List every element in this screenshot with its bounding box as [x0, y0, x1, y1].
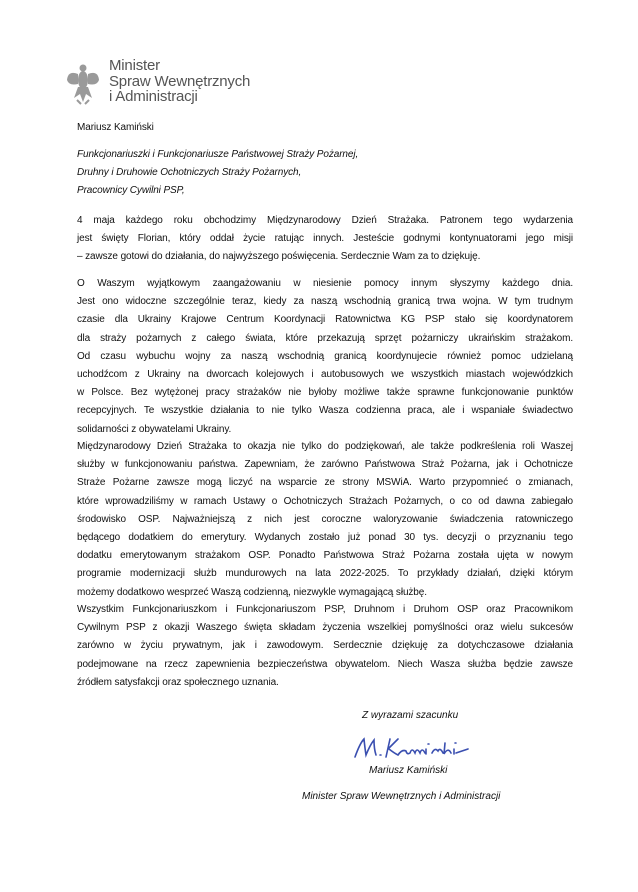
- paragraph-line: Jest ono widoczne szczególnie teraz, kiedy za naszą wschodnią granicą trwa wojna. W tym trudnym: [77, 296, 573, 308]
- letterhead-line: Spraw Wewnętrznych: [109, 72, 251, 90]
- paragraph-line: zarówno w życiu prywatnym, jak i zawodowym. Serdecznie dziękuję za dotychczasowe działania: [77, 640, 573, 652]
- letterhead-line: Minister: [109, 57, 160, 74]
- letterhead-line: i Administracji: [109, 88, 198, 105]
- paragraph-line: które wprowadziliśmy w ramach Ustawy o Ochotniczych Strażach Pożarnych, o co od dawna zabiegało: [77, 495, 573, 507]
- paragraph-line: w Polsce. Bez wytężonej pracy strażaków nie byłoby możliwe także sprawne funkcjonowanie punktów: [77, 387, 573, 399]
- paragraph-line: Od czasu wybuchu wojny za naszą wschodnią granicą koordynujecie również pomoc udzielaną: [77, 350, 573, 362]
- letterhead: [66, 58, 250, 106]
- paragraph-3: [77, 438, 573, 602]
- handwritten-signature: [352, 735, 477, 761]
- paragraph-line: czasie dla Ukrainy Krajowe Centrum Koordynacji Ratownictwa KG PSP stało się koordynatorem: [77, 314, 573, 326]
- paragraph-line: dla straży pożarnych z całego świata, które przekazują sprzęt pożarniczy ukraińskim strażakom.: [77, 332, 573, 344]
- eagle-emblem-icon: [66, 62, 100, 106]
- paragraph-4: [77, 601, 573, 692]
- paragraph-line: O Waszym wyjątkowym zaangażowaniu w niesienie pomocy innym słyszymy każdego dnia.: [77, 278, 573, 289]
- paragraph-line: jest święty Florian, który oddał życie ratując innych. Jesteście godnymi kontynuatorami jego misji: [77, 233, 573, 245]
- paragraph-line: dodatku emerytowanym strażakom OSP. Ponadto Państwowa Straż Pożarna została ujęta w nowym: [77, 550, 573, 562]
- paragraph-line: Straże Pożarne zawsze mogą liczyć na wsparcie ze strony MSWiA. Warto przypomnieć o zmianach,: [77, 477, 573, 489]
- paragraph-line: – zawsze gotowi do działania, do najwyższego poświęcenia. Serdecznie Wam za to dziękuję.: [77, 251, 481, 263]
- paragraph-line: recepcyjnych. Te wszystkie działania to nie tylko Wasza codzienna praca, ale i wspaniałe świadectwo: [77, 405, 573, 417]
- salutation-line: Pracownicy Cywilni PSP,: [77, 185, 185, 197]
- sender-name: Mariusz Kamiński: [77, 122, 154, 133]
- paragraph-line: solidarności z obywatelami Ukrainy.: [77, 423, 232, 435]
- paragraph-line: Międzynarodowy Dzień Strażaka to okazja nie tylko do podziękowań, ale także podkreślenia roli Waszej: [77, 441, 573, 452]
- paragraph-line: Cywilnym PSP z okazji Waszego święta składam życzenia wszelkiej pomyślności oraz wielu sukcesów: [77, 622, 573, 634]
- salutation-line: Funkcjonariuszki i Funkcjonariusze Państwowej Straży Pożarnej,: [77, 149, 359, 160]
- paragraph-line: Wszystkim Funkcjonariuszkom i Funkcjonariuszom PSP, Druhnom i Druhom OSP oraz Pracownikom: [77, 604, 573, 615]
- paragraph-line: środowisko OSP. Najważniejszą z nich jest coroczne waloryzowanie świadczenia ratowniczego: [77, 513, 573, 525]
- paragraph-line: będącego dodatkiem do emerytury. Wydanych zostało już ponad 30 tys. decyzji o przyznaniu tego: [77, 531, 573, 543]
- signatory-name: Mariusz Kamiński: [369, 765, 448, 776]
- paragraph-2: [77, 275, 573, 439]
- salutation: [77, 146, 573, 201]
- paragraph-line: możemy dodatkowo wesprzeć Waszą codzienną, niezwykle wymagającą służbę.: [77, 586, 427, 598]
- paragraph-line: 4 maja każdego roku obchodzimy Międzynarodowy Dzień Strażaka. Patronem tego wydarzenia: [77, 215, 573, 226]
- paragraph-line: podejmowane na rzecz zapewnienia bezpieczeństwa obywatelom. Niech Wasza służba będzie zawsze: [77, 658, 573, 670]
- paragraph-1: [77, 212, 573, 267]
- paragraph-line: uchodźcom z Ukrainy na dworcach kolejowych i autobusowych we wszystkich miastach wojewódzkich: [77, 368, 573, 380]
- paragraph-line: źródłem satysfakcji oraz społecznego uznania.: [77, 676, 279, 688]
- signatory-title: Minister Spraw Wewnętrznych i Administracji: [302, 791, 501, 802]
- paragraph-line: programie modernizacji służb mundurowych na lata 2022-2025. To przykłady działań, dzięki którym: [77, 568, 573, 580]
- paragraph-line: służby w funkcjonowaniu państwa. Zapewniam, że zarówno Państwowa Straż Pożarna, jak i Ochotnicze: [77, 459, 573, 471]
- closing-greeting: Z wyrazami szacunku: [362, 710, 459, 721]
- salutation-line: Druhny i Druhowie Ochotniczych Straży Pożarnych,: [77, 167, 302, 179]
